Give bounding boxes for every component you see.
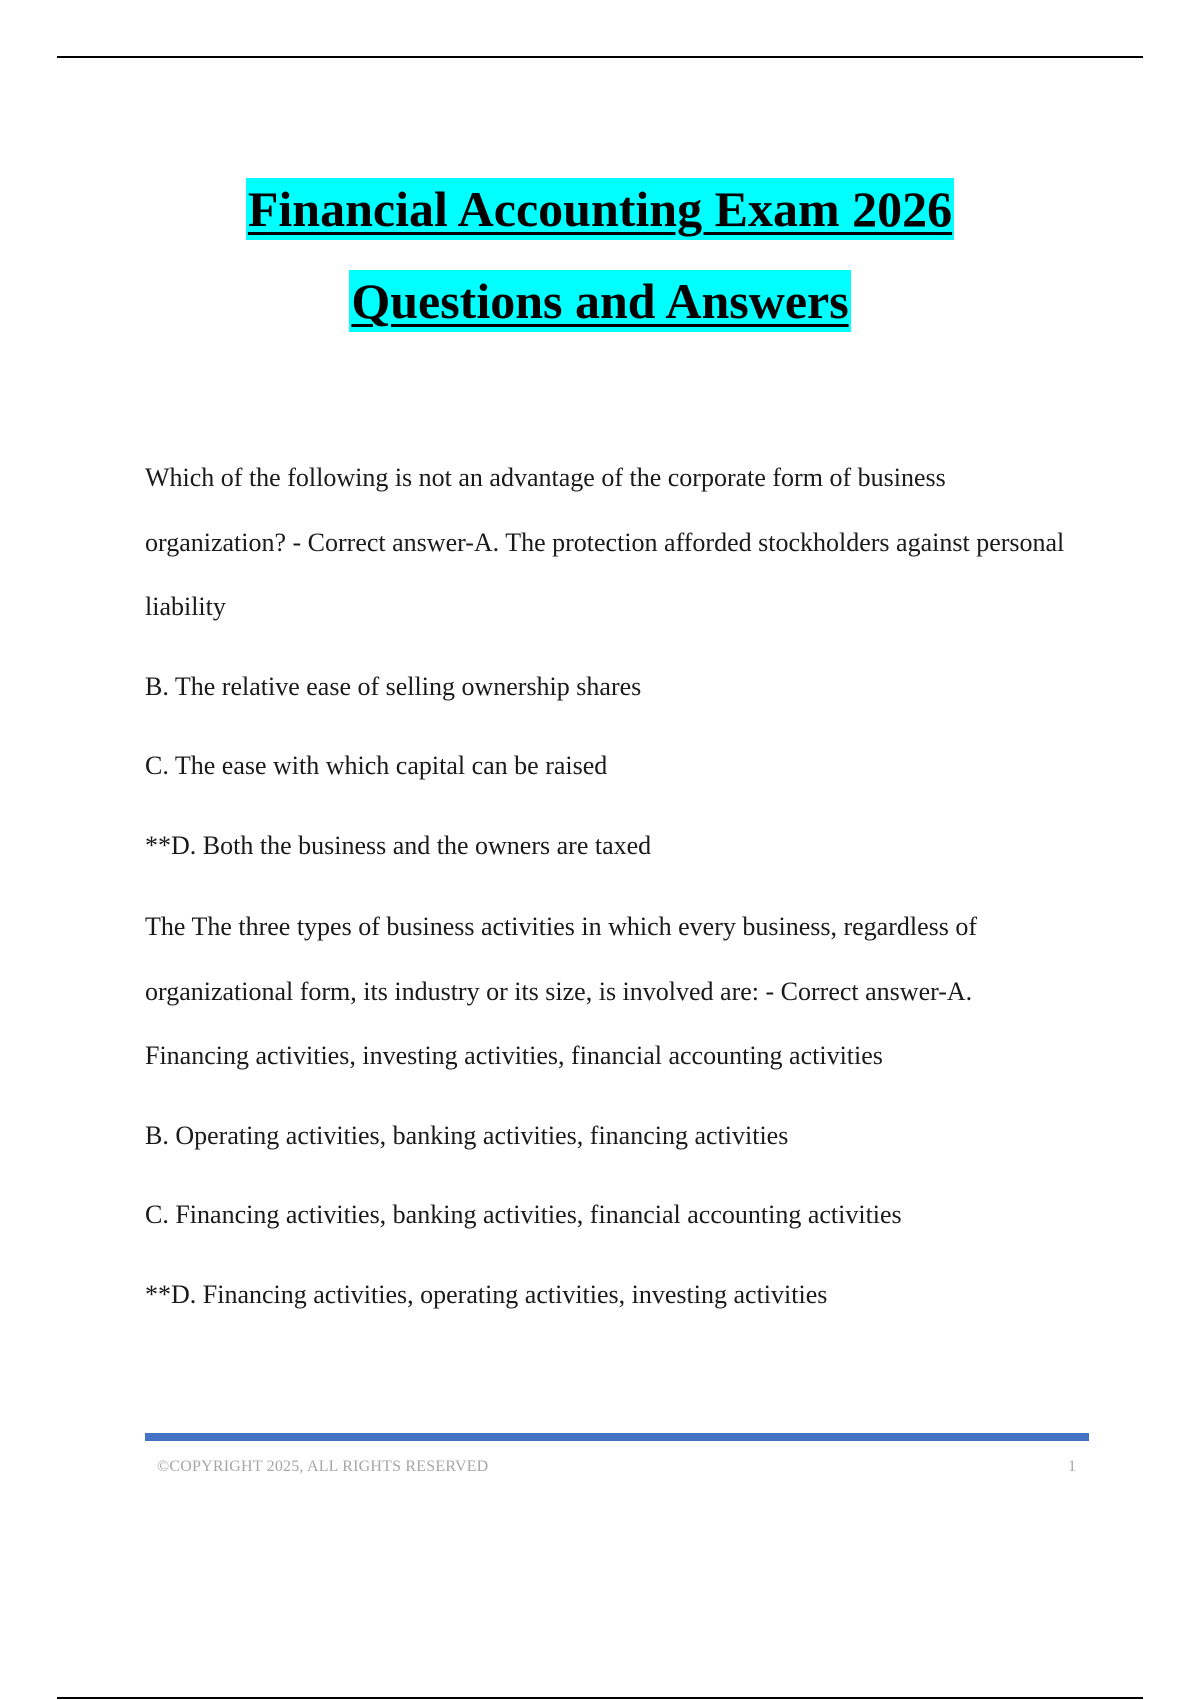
document-title xyxy=(0,176,1200,360)
question-2-option-d: **D. Financing activities, operating activities, investing activities xyxy=(145,1279,828,1309)
question-content xyxy=(145,446,1075,1327)
question-2-option-c: C. Financing activities, banking activities, financial accounting activities xyxy=(145,1200,902,1229)
question-1-option-c: C. The ease with which capital can be raised xyxy=(145,751,608,780)
title-line-1: Financial Accounting Exam 2026 xyxy=(246,178,954,240)
question-2-text: The The three types of business activities in which every business, regardless of organizational form, its industry or its size, is involved are: - Correct answer-A. Financing activities, investing activities, financial accounting activities xyxy=(145,912,978,1070)
footer-copyright: ©COPYRIGHT 2025, ALL RIGHTS RESERVED xyxy=(157,1458,489,1475)
title-line-2: Questions and Answers xyxy=(349,270,850,332)
footer-divider xyxy=(145,1433,1089,1441)
bottom-rule xyxy=(57,1697,1143,1699)
question-1-option-d: **D. Both the business and the owners are taxed xyxy=(145,830,652,860)
page-number: 1 xyxy=(1068,1458,1076,1475)
question-2-option-b: B. Operating activities, banking activities, financing activities xyxy=(145,1120,789,1150)
top-rule xyxy=(57,56,1143,58)
question-1-text: Which of the following is not an advantage of the corporate form of business organization? - Correct answer-A. The protection afforded stockholders against personal liability xyxy=(145,463,1065,621)
question-1-option-b: B. The relative ease of selling ownership shares xyxy=(145,671,642,701)
